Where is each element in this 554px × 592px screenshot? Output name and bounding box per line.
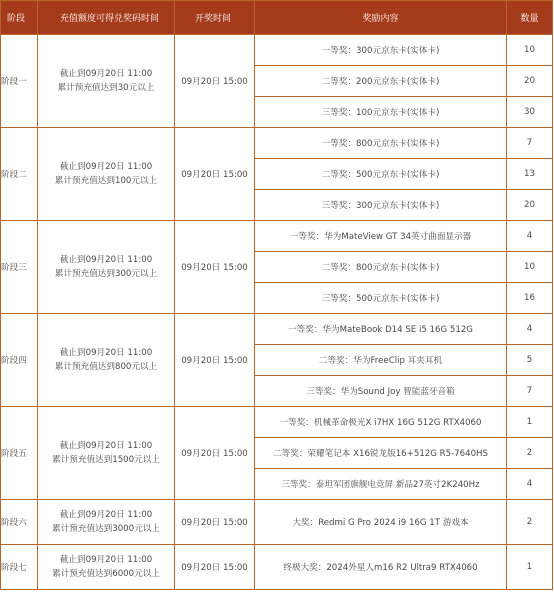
stage-name: 阶段五 [1, 407, 38, 500]
prize-reward: 二等奖：200元京东卡(实体卡) [255, 66, 507, 97]
prize-quantity: 4 [507, 314, 553, 345]
condition-amount: 累计预充值达到800元以上 [54, 362, 158, 372]
prize-quantity: 10 [507, 252, 553, 283]
table-row [1, 500, 553, 545]
stage-draw-time: 09月20日 15:00 [175, 407, 255, 500]
stage-draw-time: 09月20日 15:00 [175, 221, 255, 314]
condition-deadline: 截止到09月20日 11:00 [59, 162, 153, 172]
stage-name: 阶段二 [1, 128, 38, 221]
prize-reward: 二等奖：800元京东卡(实体卡) [255, 252, 507, 283]
prize-quantity: 13 [507, 159, 553, 190]
stage-name: 阶段六 [1, 500, 38, 545]
prize-reward: 一等奖：华为MateView GT 34英寸曲面显示器 [255, 221, 507, 252]
prize-quantity: 1 [507, 545, 553, 590]
stage-draw-time: 09月20日 15:00 [175, 128, 255, 221]
table-row [1, 221, 553, 252]
prize-quantity: 2 [507, 500, 553, 545]
stage-condition [38, 407, 175, 500]
table-row [1, 128, 553, 159]
prize-reward: 一等奖：300元京东卡(实体卡) [255, 35, 507, 66]
prize-reward: 三等奖：300元京东卡(实体卡) [255, 190, 507, 221]
condition-amount: 累计预充值达到30元以上 [57, 83, 155, 93]
condition-deadline: 截止到09月20日 11:00 [59, 348, 153, 358]
table-row [1, 545, 553, 590]
prize-reward: 二等奖：500元京东卡(实体卡) [255, 159, 507, 190]
stage-condition [38, 128, 175, 221]
prize-quantity: 5 [507, 345, 553, 376]
prize-quantity: 1 [507, 407, 553, 438]
prize-reward: 一等奖：机械革命极光X i7HX 16G 512G RTX4060 [255, 407, 507, 438]
prize-quantity: 20 [507, 66, 553, 97]
condition-amount: 累计预充值达到1500元以上 [52, 455, 160, 465]
prize-quantity: 10 [507, 35, 553, 66]
stage-draw-time: 09月20日 15:00 [175, 314, 255, 407]
prize-reward: 二等奖：华为FreeClip 耳夹耳机 [255, 345, 507, 376]
prize-quantity: 7 [507, 128, 553, 159]
stage-draw-time: 09月20日 15:00 [175, 545, 255, 590]
header-quantity: 数量 [507, 1, 553, 35]
prize-quantity: 16 [507, 283, 553, 314]
stage-condition [38, 500, 175, 545]
header-draw-time: 开奖时间 [175, 1, 255, 35]
condition-amount: 累计预充值达到300元以上 [54, 269, 158, 279]
header-reward: 奖励内容 [255, 1, 507, 35]
prize-quantity: 4 [507, 469, 553, 500]
stage-draw-time: 09月20日 15:00 [175, 500, 255, 545]
prize-quantity: 4 [507, 221, 553, 252]
stage-draw-time: 09月20日 15:00 [175, 35, 255, 128]
condition-deadline: 截止到09月20日 11:00 [59, 510, 153, 520]
prize-quantity: 7 [507, 376, 553, 407]
table-row [1, 35, 553, 66]
prize-reward: 三等奖：500元京东卡(实体卡) [255, 283, 507, 314]
stage-condition [38, 545, 175, 590]
prize-reward: 三等奖：泰坦军团旗舰电竞屏 新品27英寸2K240Hz [255, 469, 507, 500]
condition-amount: 累计预充值达到6000元以上 [52, 569, 160, 579]
prize-reward: 终极大奖：2024外星人m16 R2 Ultra9 RTX4060 [255, 545, 507, 590]
prize-quantity: 30 [507, 97, 553, 128]
table-row [1, 314, 553, 345]
stage-condition [38, 314, 175, 407]
table-header-row [1, 1, 553, 35]
stage-name: 阶段七 [1, 545, 38, 590]
prize-reward: 三等奖：华为Sound Joy 智能蓝牙音箱 [255, 376, 507, 407]
condition-deadline: 截止到09月20日 11:00 [59, 255, 153, 265]
condition-deadline: 截止到09月20日 11:00 [59, 69, 153, 79]
prize-reward: 一等奖：华为MateBook D14 SE i5 16G 512G [255, 314, 507, 345]
prize-quantity: 2 [507, 438, 553, 469]
header-condition: 充值额度可得兑奖码时间 [38, 1, 175, 35]
condition-amount: 累计预充值达到3000元以上 [52, 524, 160, 534]
prize-reward: 三等奖：100元京东卡(实体卡) [255, 97, 507, 128]
stage-name: 阶段三 [1, 221, 38, 314]
prize-quantity: 20 [507, 190, 553, 221]
condition-deadline: 截止到09月20日 11:00 [59, 441, 153, 451]
prize-reward: 一等奖：800元京东卡(实体卡) [255, 128, 507, 159]
prize-reward: 二等奖：荣耀笔记本 X16锐龙版16+512G R5-7640HS [255, 438, 507, 469]
header-stage: 阶段 [1, 1, 38, 35]
stage-name: 阶段一 [1, 35, 38, 128]
condition-amount: 累计预充值达到100元以上 [54, 176, 158, 186]
stage-condition [38, 35, 175, 128]
stage-name: 阶段四 [1, 314, 38, 407]
stage-condition [38, 221, 175, 314]
table-row [1, 407, 553, 438]
condition-deadline: 截止到09月20日 11:00 [59, 555, 153, 565]
prize-reward: 大奖：Redmi G Pro 2024 i9 16G 1T 游戏本 [255, 500, 507, 545]
